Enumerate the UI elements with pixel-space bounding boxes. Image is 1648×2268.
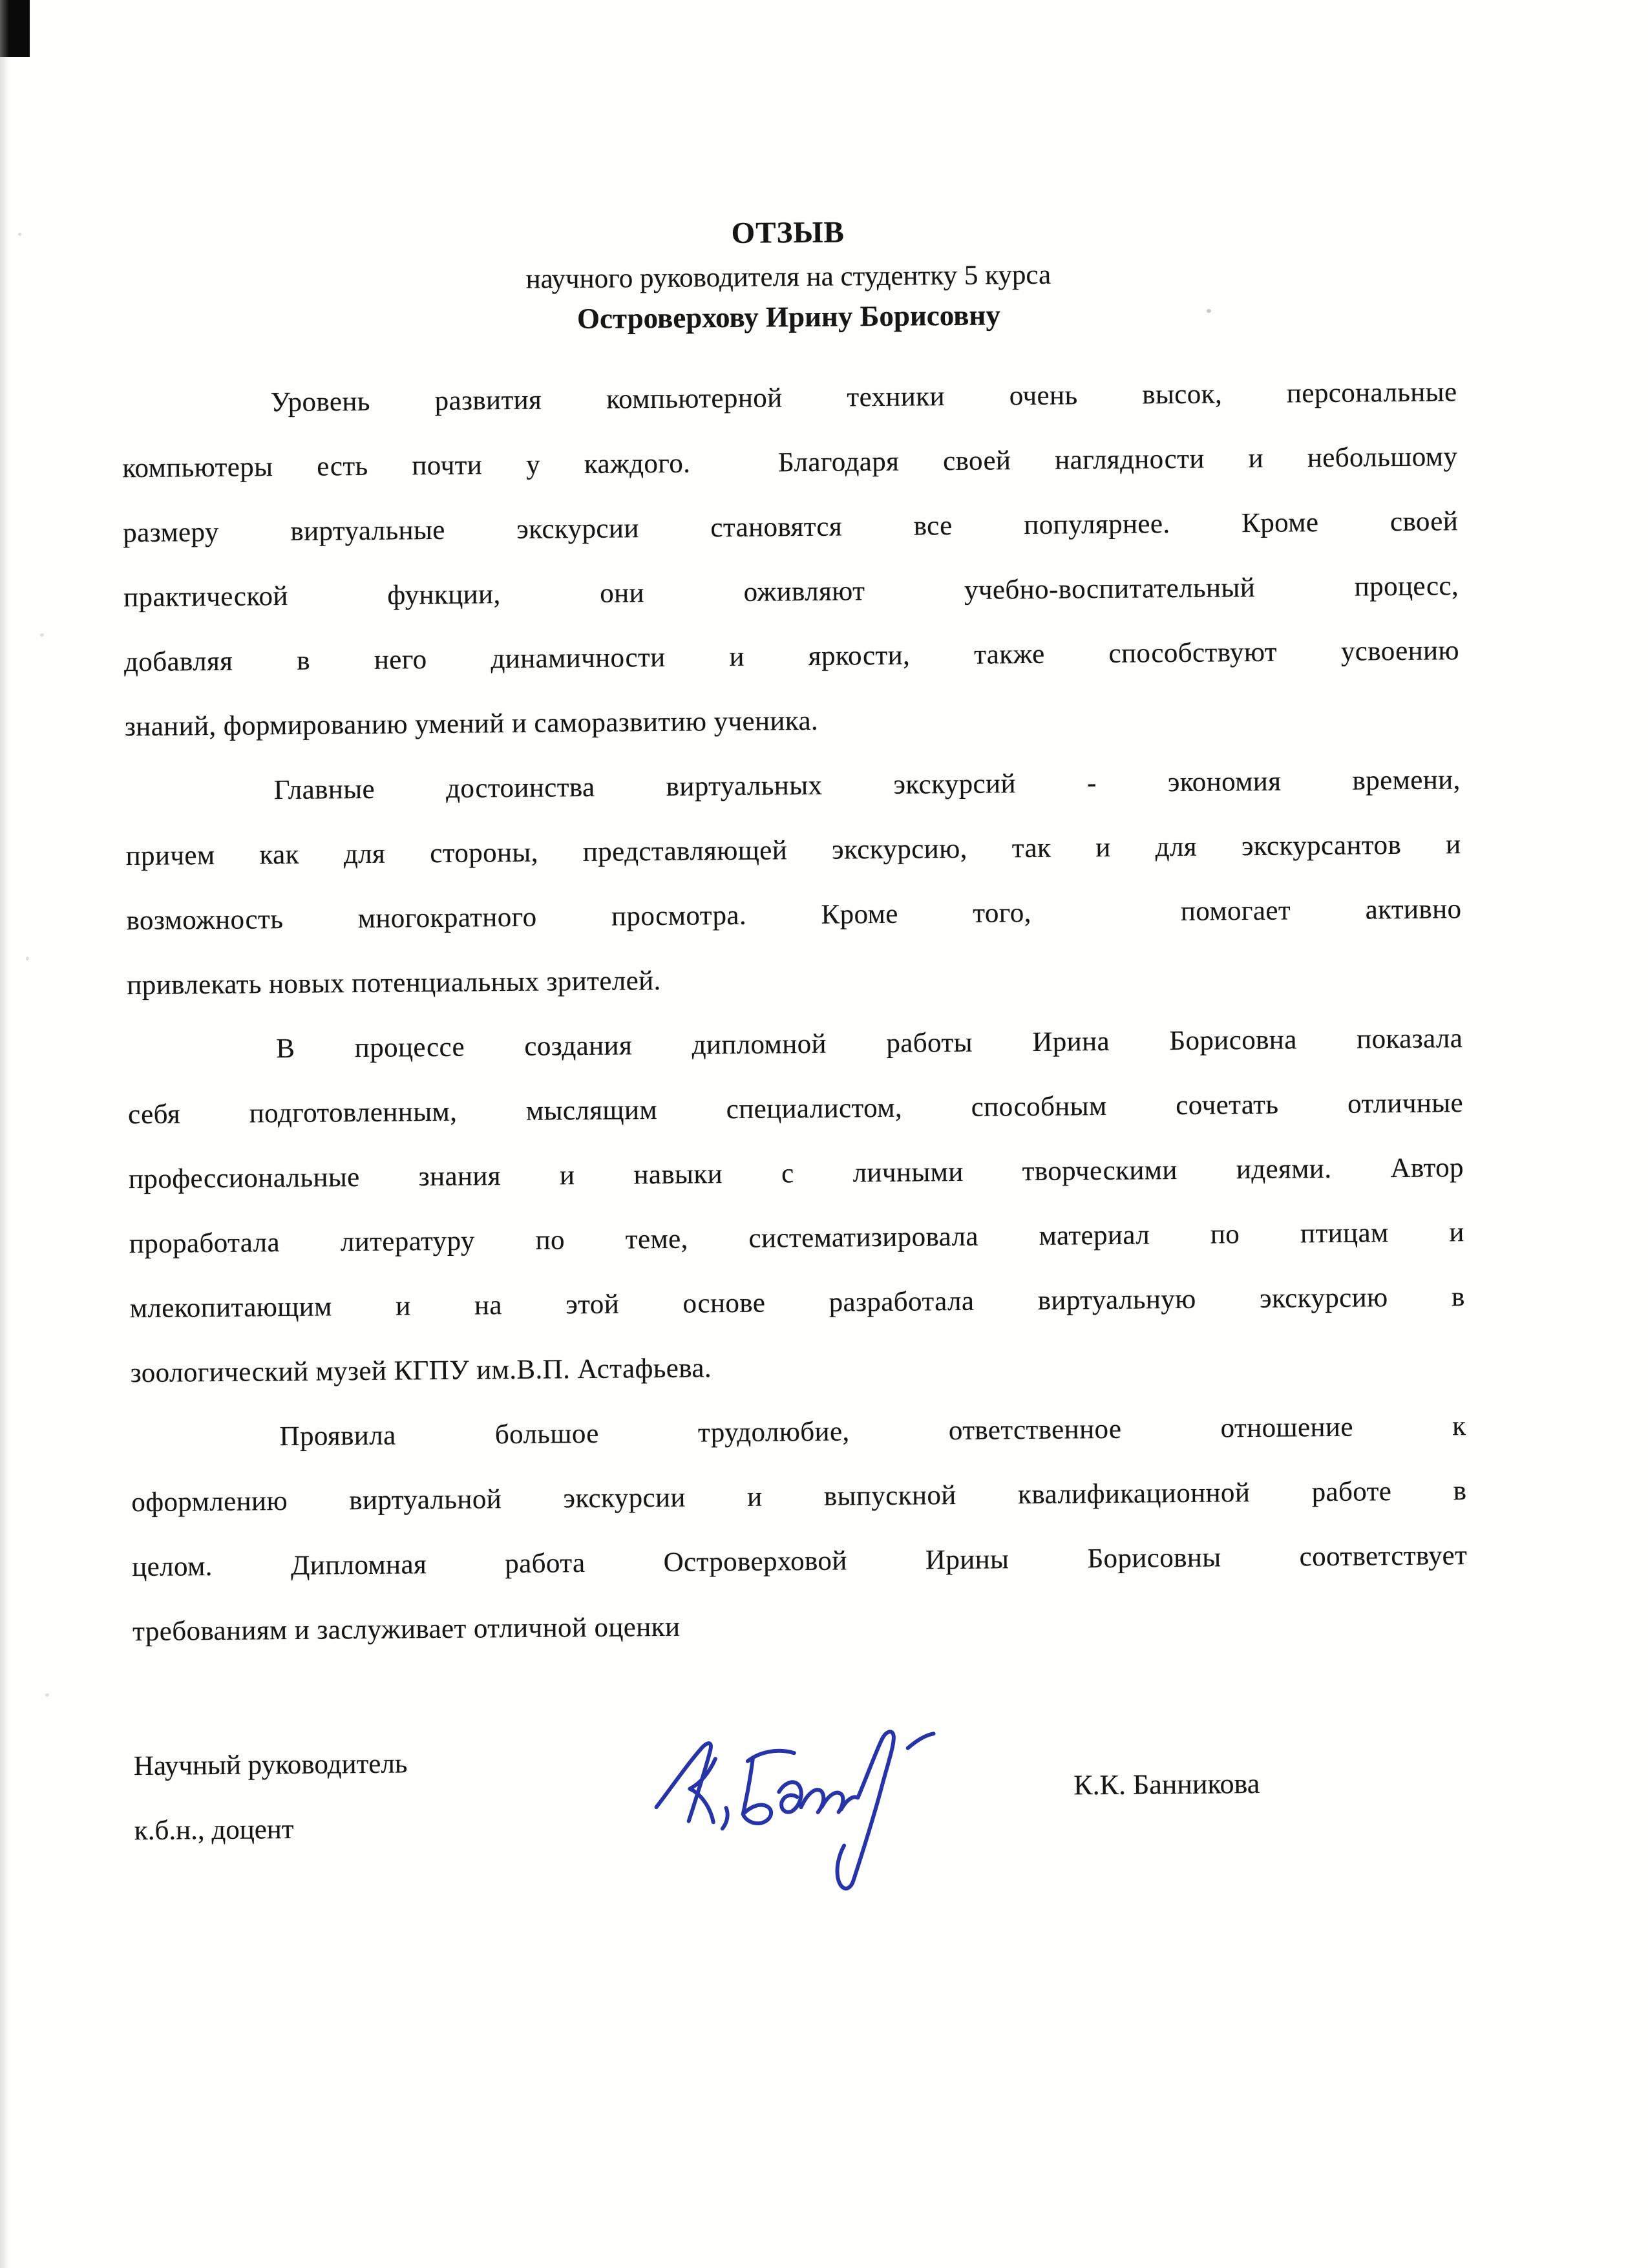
paragraph-line: В процессе создания дипломной работы Ирина Борисовна показала [276, 1023, 1463, 1065]
paragraph-line: размеру виртуальные экскурсии становятся все популярнее. Кроме своей [123, 506, 1459, 549]
paragraph-line: зоологический музей КГПУ им.В.П. Астафьева. [130, 1353, 712, 1389]
paragraph-line: добавляя в него динамичности и яркости, также способствуют усвоению [123, 635, 1460, 678]
scan-speck [45, 1693, 49, 1697]
paragraph-line: Проявила большое трудолюбие, ответственное отношение к [279, 1411, 1466, 1452]
paragraph-line: профессиональные знания и навыки с личными творческими идеями. Автор [128, 1152, 1464, 1195]
paragraph-line: Главные достоинства виртуальных экскурсий - экономия времени, [273, 765, 1461, 806]
scan-speck [26, 957, 29, 960]
paragraph-line: себя подготовленным, мыслящим специалистом, способным сочетать отличные [127, 1088, 1464, 1130]
signature-ink [650, 1714, 956, 1917]
scan-speck [40, 633, 44, 637]
paragraph [121, 360, 1460, 759]
paragraph [131, 1394, 1468, 1664]
paragraph-line: компьютеры есть почти у каждого. Благодаря своей наглядности и небольшому [122, 441, 1458, 484]
scan-edge-shade [0, 0, 9, 2268]
signer-name: К.К. Банникова [1073, 1767, 1260, 1801]
paragraph-line: проработала литературу по теме, систематизировала материал по птицам и [129, 1217, 1465, 1260]
paragraph-line: Уровень развития компьютерной техники очень высок, персональные [270, 377, 1457, 418]
paragraph-line: требованиям и заслуживает отличной оценки [132, 1611, 681, 1648]
document-subtitle: научного руководителя на студентку 5 курса [525, 259, 1051, 295]
paragraph-line: млекопитающим и на этой основе разработала виртуальную экскурсию в [129, 1282, 1465, 1324]
document-header [120, 206, 1457, 342]
document-title: ОТЗЫВ [731, 215, 845, 250]
signature-block [134, 1722, 1470, 1863]
paragraph-line: знаний, формированию умений и саморазвитию ученика. [124, 705, 819, 743]
signature-role-line-1: Научный руководитель [133, 1748, 408, 1782]
paragraph-line: практической функции, они оживляют учебно-воспитательный процесс, [123, 571, 1459, 613]
signature-role-line-2: к.б.н., доцент [134, 1814, 294, 1847]
student-name: Островерхову Ирину Борисовну [576, 299, 1001, 335]
paragraph [125, 748, 1462, 1018]
paragraph-line: целом. Дипломная работа Островерховой Ирины Борисовны соответствует [132, 1540, 1468, 1583]
paragraph [127, 1006, 1466, 1406]
paragraph-line: возможность многократного просмотра. Кроме того, помогает активно [126, 894, 1462, 937]
document-content [120, 206, 1470, 1863]
paragraph-line: оформлению виртуальной экскурсии и выпускной квалификационной работе в [131, 1476, 1467, 1518]
paragraph-line: причем как для стороны, представляющей экскурсию, так и для экскурсантов и [125, 829, 1461, 872]
document-body [121, 360, 1468, 1664]
scan-speck [18, 233, 21, 236]
paragraph-line: привлекать новых потенциальных зрителей. [127, 965, 661, 1001]
